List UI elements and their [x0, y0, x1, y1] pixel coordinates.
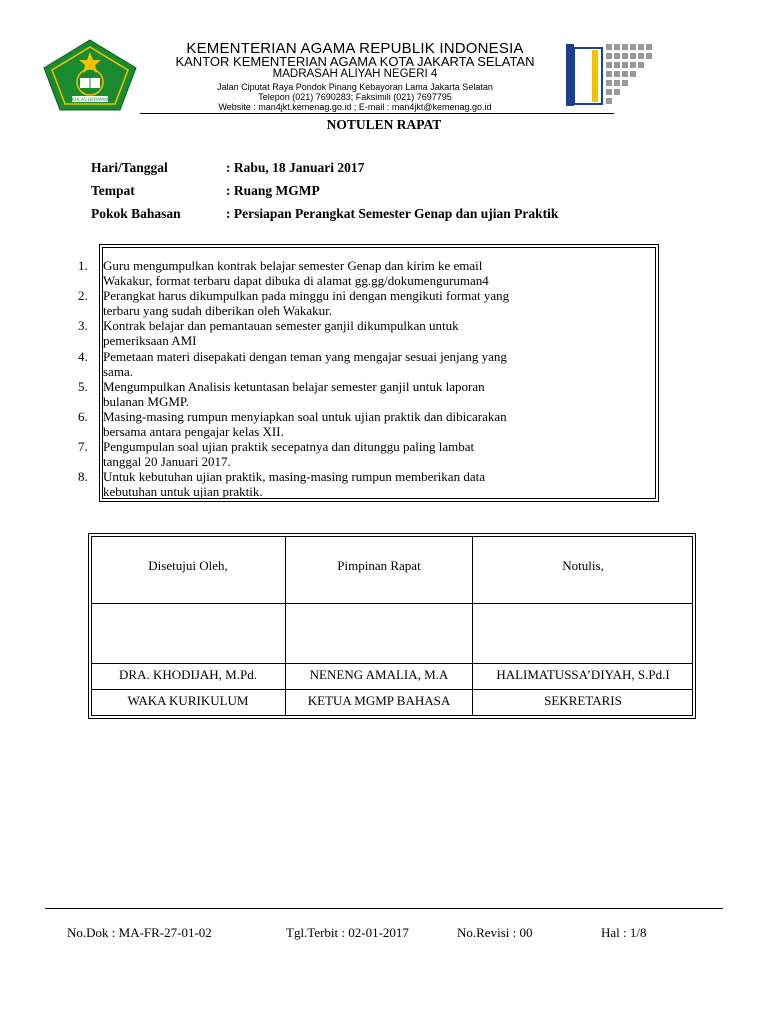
point-text: terbaru yang sudah diberikan oleh Wakakur.	[103, 303, 333, 319]
kemenag-logo	[42, 38, 138, 112]
point-number: 5.	[78, 378, 88, 394]
logo-left-text: IKHLAS BERAMAL	[70, 98, 110, 103]
header-phone: Telepon (021) 7690283; Faksimili (021) 7697795	[258, 92, 452, 102]
point-text: tanggal 20 Januari 2017.	[103, 454, 231, 470]
sig-header-notetaker: Notulis,	[562, 558, 604, 573]
list-item	[74, 469, 654, 499]
footer-page: Hal : 1/8	[601, 925, 647, 940]
point-text: sama.	[103, 363, 133, 379]
footer-doc-number: No.Dok : MA-FR-27-01-02	[67, 925, 212, 940]
list-item	[74, 379, 654, 409]
point-text: bersama antara pengajar kelas XII.	[103, 424, 284, 440]
point-text: kebutuhan untuk ujian praktik.	[103, 484, 263, 500]
point-text: pemeriksaan AMI	[103, 333, 197, 349]
list-item	[74, 318, 654, 348]
header-ministry: KEMENTERIAN AGAMA REPUBLIK INDONESIA	[186, 40, 524, 57]
footer-revision: No.Revisi : 00	[457, 925, 533, 940]
point-text: Pemetaan materi disepakati dengan teman yang mengajar sesuai jenjang yang	[103, 348, 507, 364]
info-value-date: : Rabu, 18 Januari 2017	[226, 160, 365, 175]
point-number: 1.	[78, 258, 88, 273]
list-item	[74, 439, 654, 469]
footer-divider	[45, 908, 723, 909]
sig-name-chair: NENENG AMALIA, M.A	[309, 667, 449, 682]
point-number: 6.	[78, 408, 88, 424]
meeting-points-list	[74, 258, 654, 500]
madrasah-logo	[562, 40, 664, 112]
point-text: bulanan MGMP.	[103, 393, 189, 409]
point-text: Masing-masing rumpun menyiapkan soal untuk ujian praktik dan dibicarakan	[103, 408, 507, 424]
point-number: 2.	[78, 288, 88, 304]
point-text: Mengumpulkan Analisis ketuntasan belajar semester ganjil untuk laporan	[103, 378, 485, 394]
info-value-place: : Ruang MGMP	[226, 183, 320, 198]
sig-role-notetaker: SEKRETARIS	[544, 693, 622, 708]
list-item	[74, 349, 654, 379]
sig-header-chair: Pimpinan Rapat	[337, 558, 421, 573]
info-value-topic: : Persiapan Perangkat Semester Genap dan ujian Praktik	[226, 206, 559, 221]
point-text: Wakakur, format terbaru dapat dibuka di alamat gg.gg/dokumenguruman4	[103, 273, 489, 289]
header-school: MADRASAH ALIYAH NEGERI 4	[272, 68, 438, 80]
document-title: NOTULEN RAPAT	[326, 117, 442, 132]
list-item	[74, 258, 654, 288]
point-text: Pengumpulan soal ujian praktik secepatnya dan ditunggu paling lambat	[103, 439, 475, 455]
info-label-place: Tempat	[91, 183, 135, 198]
header-address: Jalan Ciputat Raya Pondok Pinang Kebayoran Lama Jakarta Selatan	[217, 82, 493, 92]
point-number: 3.	[78, 318, 88, 334]
point-number: 7.	[78, 439, 88, 455]
point-text: Perangkat harus dikumpulkan pada minggu ini dengan mengikuti format yang	[103, 288, 510, 304]
point-text: Kontrak belajar dan pemantauan semester ganjil dikumpulkan untuk	[103, 318, 459, 334]
sig-role-approver: WAKA KURIKULUM	[127, 693, 249, 708]
info-label-date: Hari/Tanggal	[91, 160, 168, 175]
point-number: 8.	[78, 469, 88, 485]
point-number: 4.	[78, 348, 88, 364]
list-item	[74, 409, 654, 439]
info-label-topic: Pokok Bahasan	[91, 206, 181, 221]
point-text: Untuk kebutuhan ujian praktik, masing-masing rumpun memberikan data	[103, 469, 485, 485]
list-item	[74, 288, 654, 318]
sig-name-approver: DRA. KHODIJAH, M.Pd.	[119, 667, 257, 682]
header-divider	[140, 113, 614, 114]
sig-header-approved: Disetujui Oleh,	[148, 558, 228, 573]
footer-issue-date: Tgl.Terbit : 02-01-2017	[286, 925, 409, 940]
sig-name-notetaker: HALIMATUSSA’DIYAH, S.Pd.I	[496, 667, 670, 682]
header-office: KANTOR KEMENTERIAN AGAMA KOTA JAKARTA SELATAN	[175, 54, 535, 69]
point-text: Guru mengumpulkan kontrak belajar semester Genap dan kirim ke email	[103, 258, 483, 273]
signature-table	[88, 533, 696, 719]
header-website: Website : man4jkt.kemenag.go.id ; E-mail : man4jkt@kemenag.go.id	[218, 102, 492, 112]
sig-role-chair: KETUA MGMP BAHASA	[307, 693, 451, 708]
